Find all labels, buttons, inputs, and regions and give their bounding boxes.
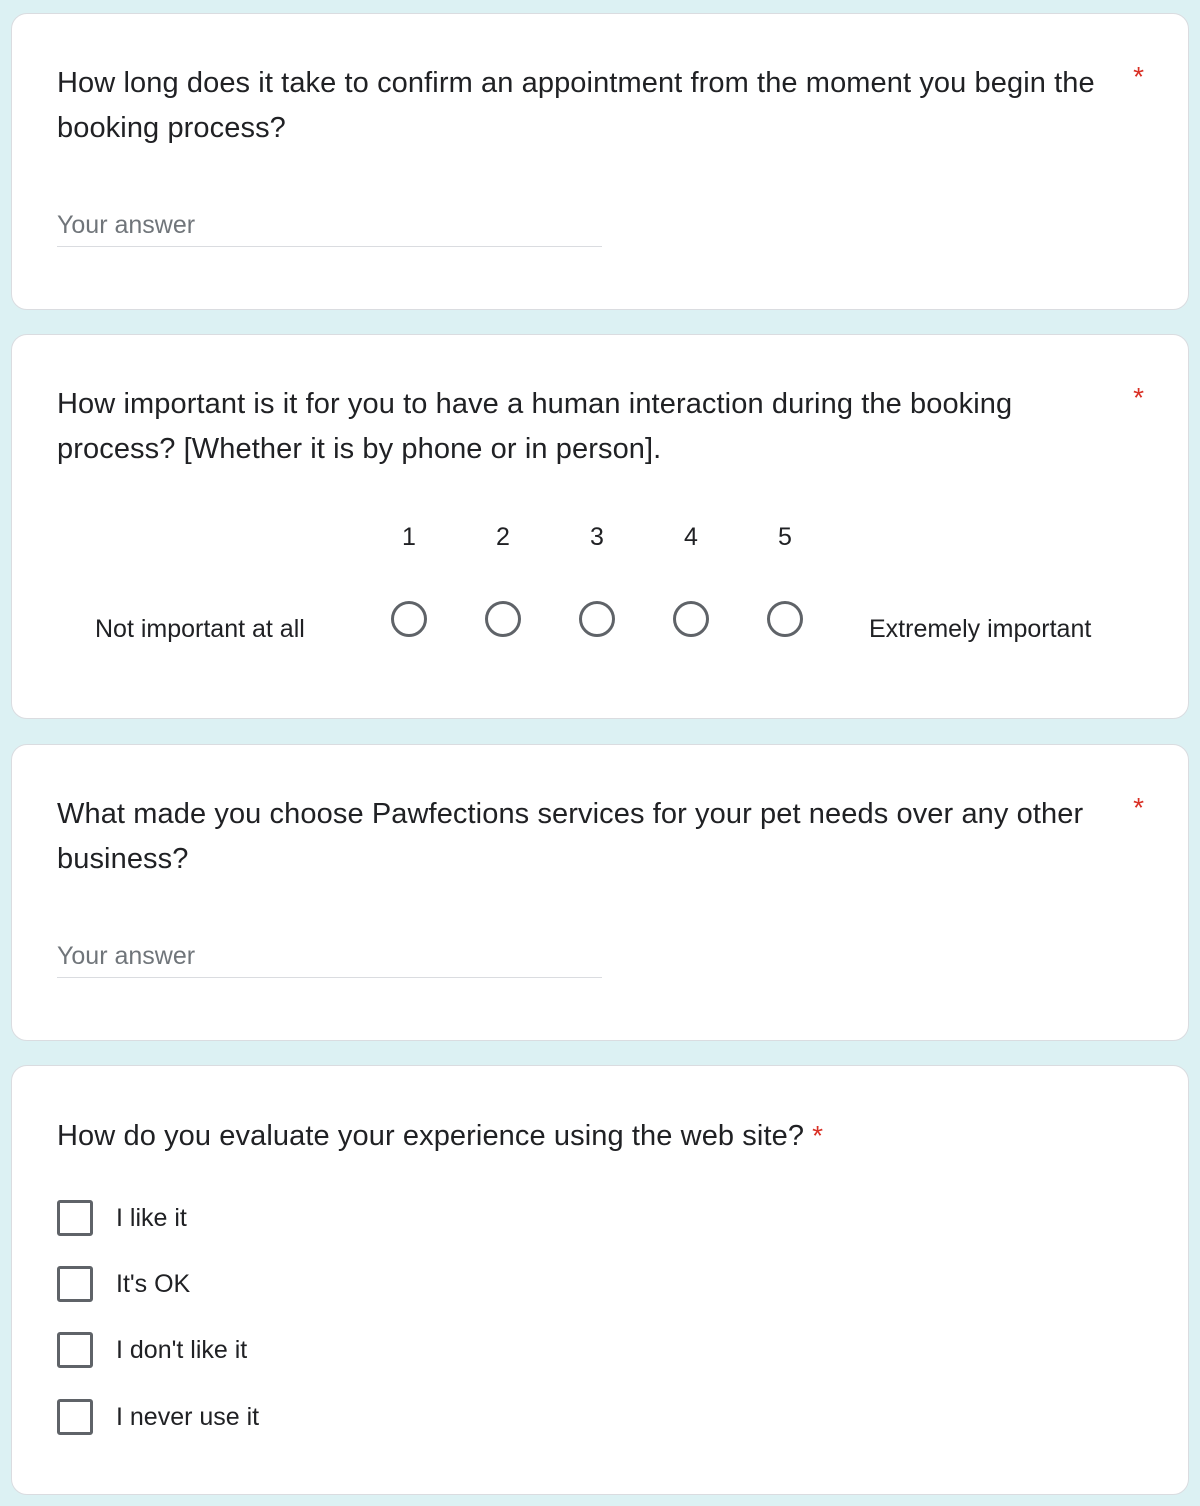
option-label: It's OK [116,1269,191,1298]
scale-max-label: Extremely important [869,615,1092,643]
why-pawfections-answer-input[interactable] [57,935,602,977]
scale-number-2: 2 [496,523,510,551]
question-title: How important is it for you to have a human interaction during the booking process? [Whether it is by phone or in person]. [57,388,1013,465]
scale-radio-1[interactable] [391,601,427,637]
question-card-website-experience [11,1065,1189,1495]
option-label: I don't like it [116,1335,248,1364]
scale-number-4: 4 [684,523,698,551]
option-its-ok[interactable] [57,1266,190,1302]
question-title: What made you choose Pawfections services for your pet needs over any other business? [57,798,1084,875]
scale-min-label: Not important at all [95,615,305,643]
checkbox[interactable] [57,1399,93,1435]
required-asterisk: * [1133,382,1144,413]
scale-radio-5[interactable] [767,601,803,637]
required-asterisk: * [1133,61,1144,92]
question-card-human-interaction [11,334,1189,719]
required-asterisk: * [812,1120,824,1151]
scale-radio-4[interactable] [673,601,709,637]
question-title: How long does it take to confirm an appointment from the moment you begin the booking process? [57,67,1095,144]
checkbox[interactable] [57,1200,93,1236]
option-label: I never use it [116,1402,260,1431]
scale-number-3: 3 [590,523,604,551]
question-card-why-pawfections [11,744,1189,1041]
scale-number-5: 5 [778,523,792,551]
option-like-it[interactable] [57,1200,187,1236]
checkbox[interactable] [57,1332,93,1368]
scale-number-1: 1 [402,523,416,551]
scale-radio-2[interactable] [485,601,521,637]
answer-field [57,204,602,247]
required-asterisk: * [1133,792,1144,823]
option-never-use-it[interactable] [57,1399,259,1435]
scale-radio-3[interactable] [579,601,615,637]
question-title-text: How do you evaluate your experience using the web site? [57,1120,805,1152]
answer-field [57,935,602,978]
booking-time-answer-input[interactable] [57,204,602,246]
question-title [57,1113,1117,1159]
checkbox[interactable] [57,1266,93,1302]
question-card-booking-time [11,13,1189,310]
option-label: I like it [116,1203,187,1232]
option-dont-like-it[interactable] [57,1332,247,1368]
